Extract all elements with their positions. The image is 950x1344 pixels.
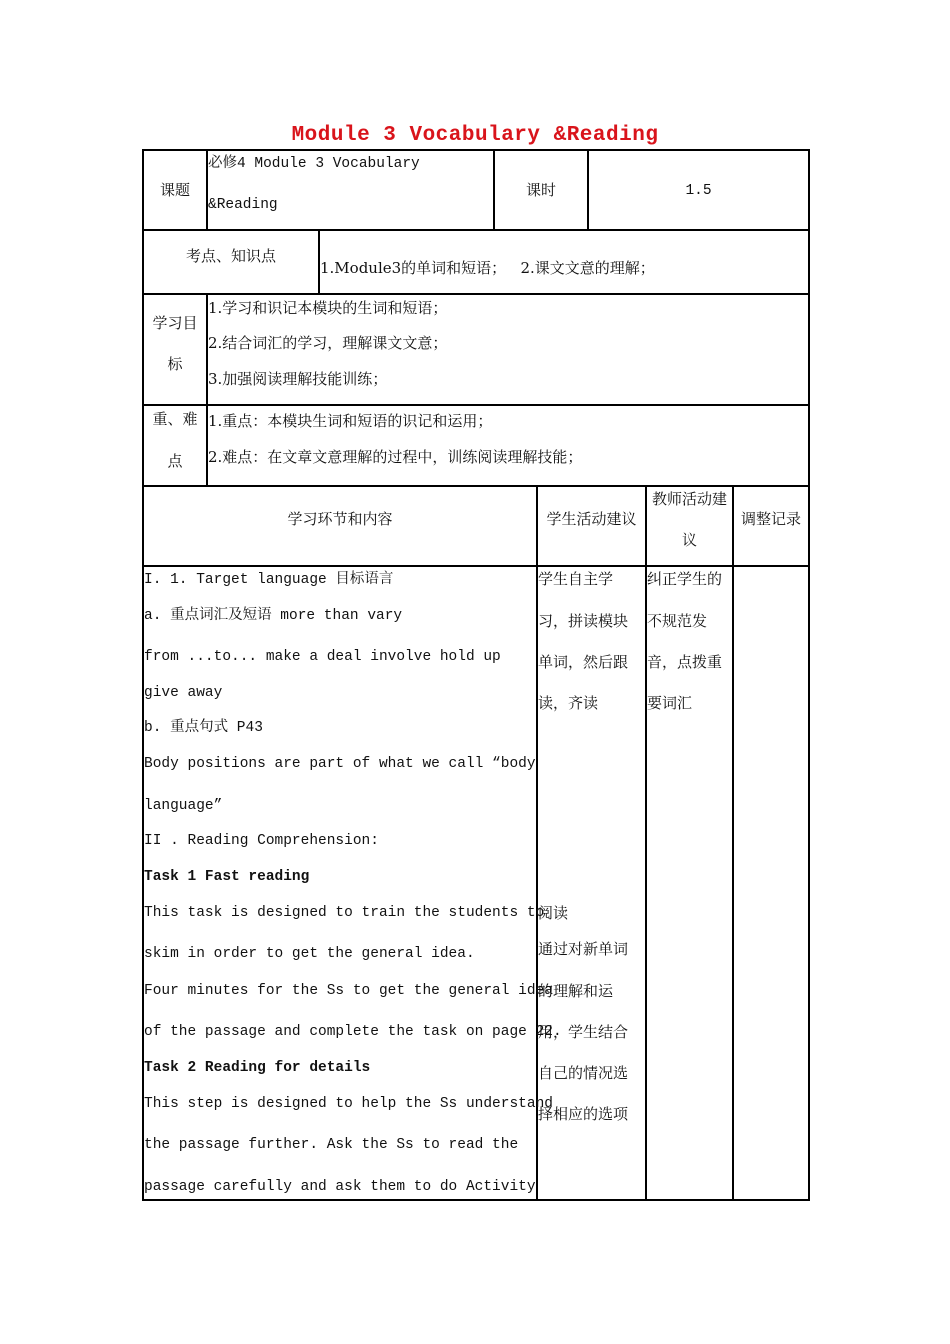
column-header-teacher-line2: 议: [681, 531, 697, 549]
teacher-block: [647, 0, 732, 1200]
student-line: 读，齐读: [538, 694, 599, 712]
content-line: II . Reading Comprehension:: [144, 833, 379, 849]
student-line: 习，拼读模块: [538, 612, 629, 630]
content-line: passage carefully and ask them to do Activity: [144, 1179, 536, 1195]
teacher-line: 不规范发: [647, 612, 708, 630]
content-line: skim in order to get the general idea.: [144, 946, 475, 962]
column-header-student: 学生活动建议: [546, 510, 637, 528]
student-line: 自己的情况选: [538, 1064, 629, 1082]
column-divider: [732, 485, 734, 1201]
content-line: b. 重点句式 P43: [144, 720, 263, 736]
focus-label-line1: 重、难: [152, 410, 198, 428]
content-line: Task 2 Reading for details: [144, 1060, 371, 1076]
content-line: a. 重点词汇及短语 more than vary: [144, 608, 403, 624]
focus-label-line2: 点: [167, 452, 183, 470]
student-line: 用，学生结合: [538, 1023, 629, 1041]
column-header-teacher-line1: 教师活动建: [651, 490, 727, 508]
student-line: 择相应的选项: [538, 1105, 629, 1123]
column-header-adjust: 调整记录: [740, 510, 801, 528]
knowledge-value: 1.Module3的单词和短语； 2.课文文意的理解；: [320, 259, 655, 277]
goals-label-line2: 标: [167, 355, 183, 373]
period-value: 1.5: [685, 183, 712, 199]
content-line: Body positions are part of what we call “body: [144, 756, 536, 772]
table-border-right: [808, 149, 810, 1201]
column-header-content: 学习环节和内容: [287, 510, 393, 528]
topic-label: 课题: [159, 181, 190, 199]
period-label: 课时: [525, 181, 556, 199]
content-line: from ...to... make a deal involve hold up: [144, 649, 501, 665]
student-line: 的理解和运: [538, 982, 614, 1000]
goal-item: 2.结合词汇的学习，理解课文文意；: [208, 334, 448, 352]
content-line: This step is designed to help the Ss understand: [144, 1096, 553, 1112]
page-title: Module 3 Vocabulary &Reading: [291, 124, 659, 147]
content-line: language”: [144, 798, 223, 814]
teacher-line: 音，点拨重: [647, 653, 723, 671]
topic-value-line1: 必修4 Module 3 Vocabulary: [208, 156, 420, 172]
content-line: of the passage and complete the task on page 22.: [144, 1024, 562, 1040]
student-line: 单词，然后跟: [538, 653, 629, 671]
goal-item: 3.加强阅读理解技能训练；: [208, 370, 388, 388]
focus-item: 2.难点：在文章文意理解的过程中，训练阅读理解技能；: [208, 448, 583, 466]
goal-item: 1.学习和识记本模块的生词和短语；: [208, 299, 448, 317]
student-line: 通过对新单词: [538, 940, 629, 958]
content-line: Four minutes for the Ss to get the general idea: [144, 983, 553, 999]
knowledge-label: 考点、知识点: [185, 247, 276, 265]
topic-value-line2: &Reading: [208, 197, 278, 213]
student-line: 学生自主学: [538, 570, 614, 588]
student-line: 阅读: [538, 904, 569, 922]
content-line: the passage further. Ask the Ss to read the: [144, 1137, 519, 1153]
teacher-line: 要词汇: [647, 694, 693, 712]
goals-label-line1: 学习目: [152, 314, 198, 332]
teacher-line: 纠正学生的: [647, 570, 723, 588]
content-line: This task is designed to train the students to: [144, 905, 545, 921]
focus-item: 1.重点：本模块生词和短语的识记和运用；: [208, 412, 493, 430]
student-block: [538, 0, 645, 1200]
content-line: Task 1 Fast reading: [144, 869, 310, 885]
content-line: I. 1. Target language 目标语言: [144, 572, 394, 588]
content-line: give away: [144, 685, 223, 701]
